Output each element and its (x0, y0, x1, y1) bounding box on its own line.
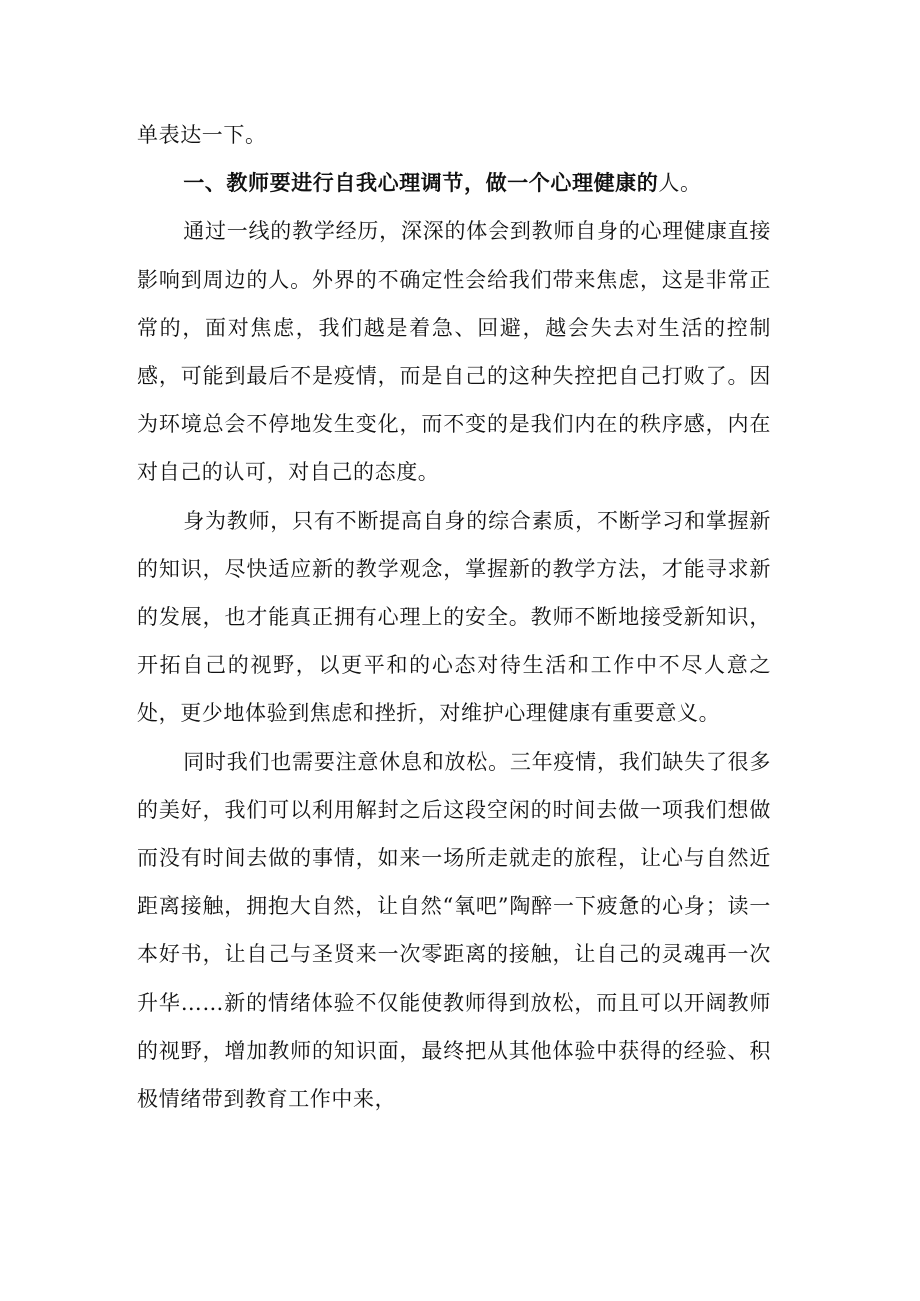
document-body (137, 111, 771, 1123)
paragraph-2: 身为教师，只有不断提高自身的综合素质，不断学习和掌握新的知识，尽快适应新的教学观念，掌握新的教学方法，才能寻求新的发展，也才能真正拥有心理上的安全。教师不断地接受新知识，开拓自己的视野，以更平和的心态对待生活和工作中不尽人意之处，更少地体验到焦虑和挫折，对维护心理健康有重要意义。 (137, 508, 771, 726)
paragraph-3: 同时我们也需要注意休息和放松。三年疫情，我们缺失了很多的美好，我们可以利用解封之后这段空闲的时间去做一项我们想做而没有时间去做的事情，如来一场所走就走的旅程，让心与自然近距离接触，拥抱大自然，让自然“氧吧”陶醉一下疲惫的心身；读一本好书，让自己与圣贤来一次零距离的接触，让自己的灵魂再一次升华……新的情绪体验不仅能使教师得到放松，而且可以开阔教师的视野，增加教师的知识面，最终把从其他体验中获得的经验、积极情绪带到教育工作中来， (137, 749, 771, 1112)
paragraph-1: 通过一线的教学经历，深深的体会到教师自身的心理健康直接影响到周边的人。外界的不确定性会给我们带来焦虑，这是非常正常的，面对焦虑，我们越是着急、回避，越会失去对生活的控制感，可能到最后不是疫情，而是自己的这种失控把自己打败了。因为环境总会不停地发生变化，而不变的是我们内在的秩序感，内在对自己的认可，对自己的态度。 (137, 219, 771, 485)
lead-fragment: 单表达一下。 (137, 123, 267, 147)
section-heading-tail: 人。 (658, 171, 702, 196)
section-heading (137, 159, 771, 207)
section-heading-bold: 一、教师要进行自我心理调节，做一个心理健康的 (183, 171, 659, 196)
